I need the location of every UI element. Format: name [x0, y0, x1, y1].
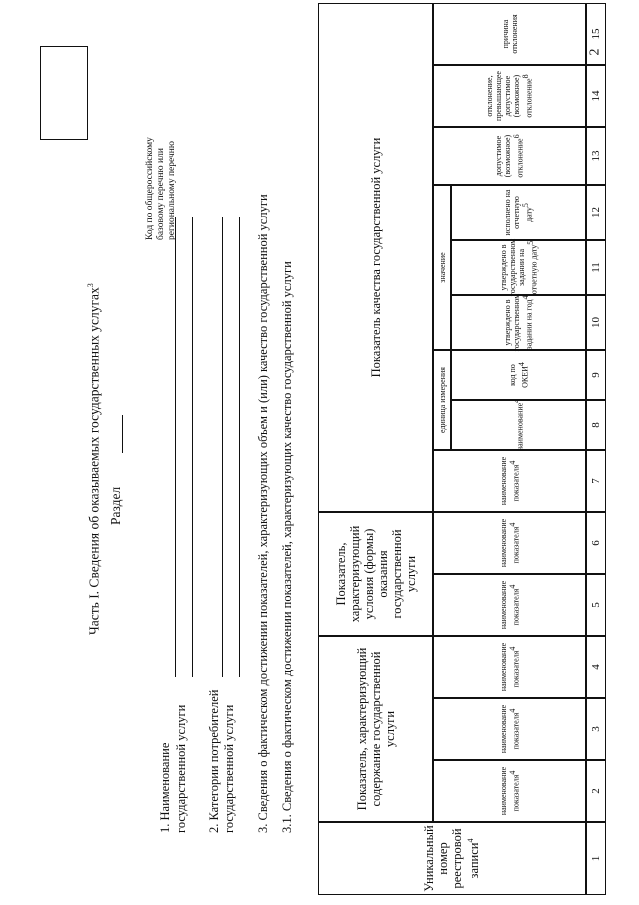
content-indicator-name-1: наименование показателя$^4$ [433, 760, 586, 822]
column-number-6: 6 [586, 512, 606, 574]
section-number-field[interactable] [122, 415, 123, 453]
reason-header: причина отклонения [433, 3, 586, 65]
column-number-9: 9 [586, 350, 606, 400]
consumer-category-label: 2. Категории потребителей [207, 689, 221, 833]
quality-indicator-group-header: Показатель качества государственной услуги [318, 3, 433, 512]
consumer-category-field-2[interactable] [239, 217, 240, 677]
page-number: 2 [587, 48, 603, 56]
executed-header: исполнено на отчетную дату$^5$ [451, 185, 586, 240]
column-number-13: 13 [586, 127, 606, 185]
conditions-indicator-name-2: наименование показателя$^4$ [433, 512, 586, 574]
section-3-1-heading: 3.1. Сведения о фактическом достижении показателей, характеризующих качество государственной услуги [280, 261, 294, 833]
part-title: Часть I. Сведения об оказываемых государственных услугах$^3$ [86, 283, 102, 635]
content-indicator-name-2: наименование показателя$^4$ [433, 698, 586, 760]
service-name-label: 1. Наименование [158, 742, 172, 833]
consumer-category-field[interactable] [222, 217, 223, 677]
service-name-field[interactable] [175, 217, 176, 677]
allowed-deviation-header: допустимое (возможное) отклонение$^6$ [433, 127, 586, 185]
column-number-10: 10 [586, 295, 606, 350]
column-number-11: 11 [586, 240, 606, 295]
column-number-2: 2 [586, 760, 606, 822]
column-number-5: 5 [586, 574, 606, 636]
column-number-7: 7 [586, 450, 606, 512]
unit-header: единица измерения [433, 350, 451, 450]
conditions-indicator-group-header: Показатель, характеризующий условия (формы) оказания государственной услуги [318, 512, 433, 636]
approved-date-header: утверждено в государственном задании на отчетную дату$^5$ [451, 240, 586, 295]
service-name-field-2[interactable] [192, 217, 193, 677]
unit-name-header: наименование$^4$ [451, 400, 586, 450]
value-header: значение [433, 185, 451, 350]
column-number-8: 8 [586, 400, 606, 450]
conditions-indicator-name-1: наименование показателя$^4$ [433, 574, 586, 636]
content-indicator-group-header: Показатель, характеризующий содержание государственной услуги [318, 636, 433, 822]
column-number-12: 12 [586, 185, 606, 240]
registry-code-box[interactable] [40, 46, 88, 140]
column-number-1: 1 [586, 822, 606, 895]
okei-code-header: код по ОКЕИ$^4$ [451, 350, 586, 400]
column-number-3: 3 [586, 698, 606, 760]
quality-indicators-table [318, 3, 606, 895]
column-number-4: 4 [586, 636, 606, 698]
registry-code-label: Код по общероссийскому базовому перечню или региональному перечню [145, 137, 177, 240]
consumer-category-label-2: государственной услуги [222, 704, 236, 833]
column-number-15: 15 [586, 3, 606, 65]
exceed-deviation-header: отклонение, превышающее допустимое (возможное) отклонение$^8$ [433, 65, 586, 127]
content-indicator-name-3: наименование показателя$^4$ [433, 636, 586, 698]
approved-year-header: утверждено в государственном задании на год$^4$ [451, 295, 586, 350]
quality-indicator-name: наименование показателя$^4$ [433, 450, 586, 512]
section-label: Раздел [108, 486, 123, 525]
section-3-heading: 3. Сведения о фактическом достижении показателей, характеризующих объем и (или) качество государственной услуги [256, 194, 270, 833]
column-number-14: 14 [586, 65, 606, 127]
service-name-label-2: государственной услуги [174, 704, 188, 833]
unique-number-header: Уникальный номер реестровой записи$^4$ [318, 822, 586, 895]
